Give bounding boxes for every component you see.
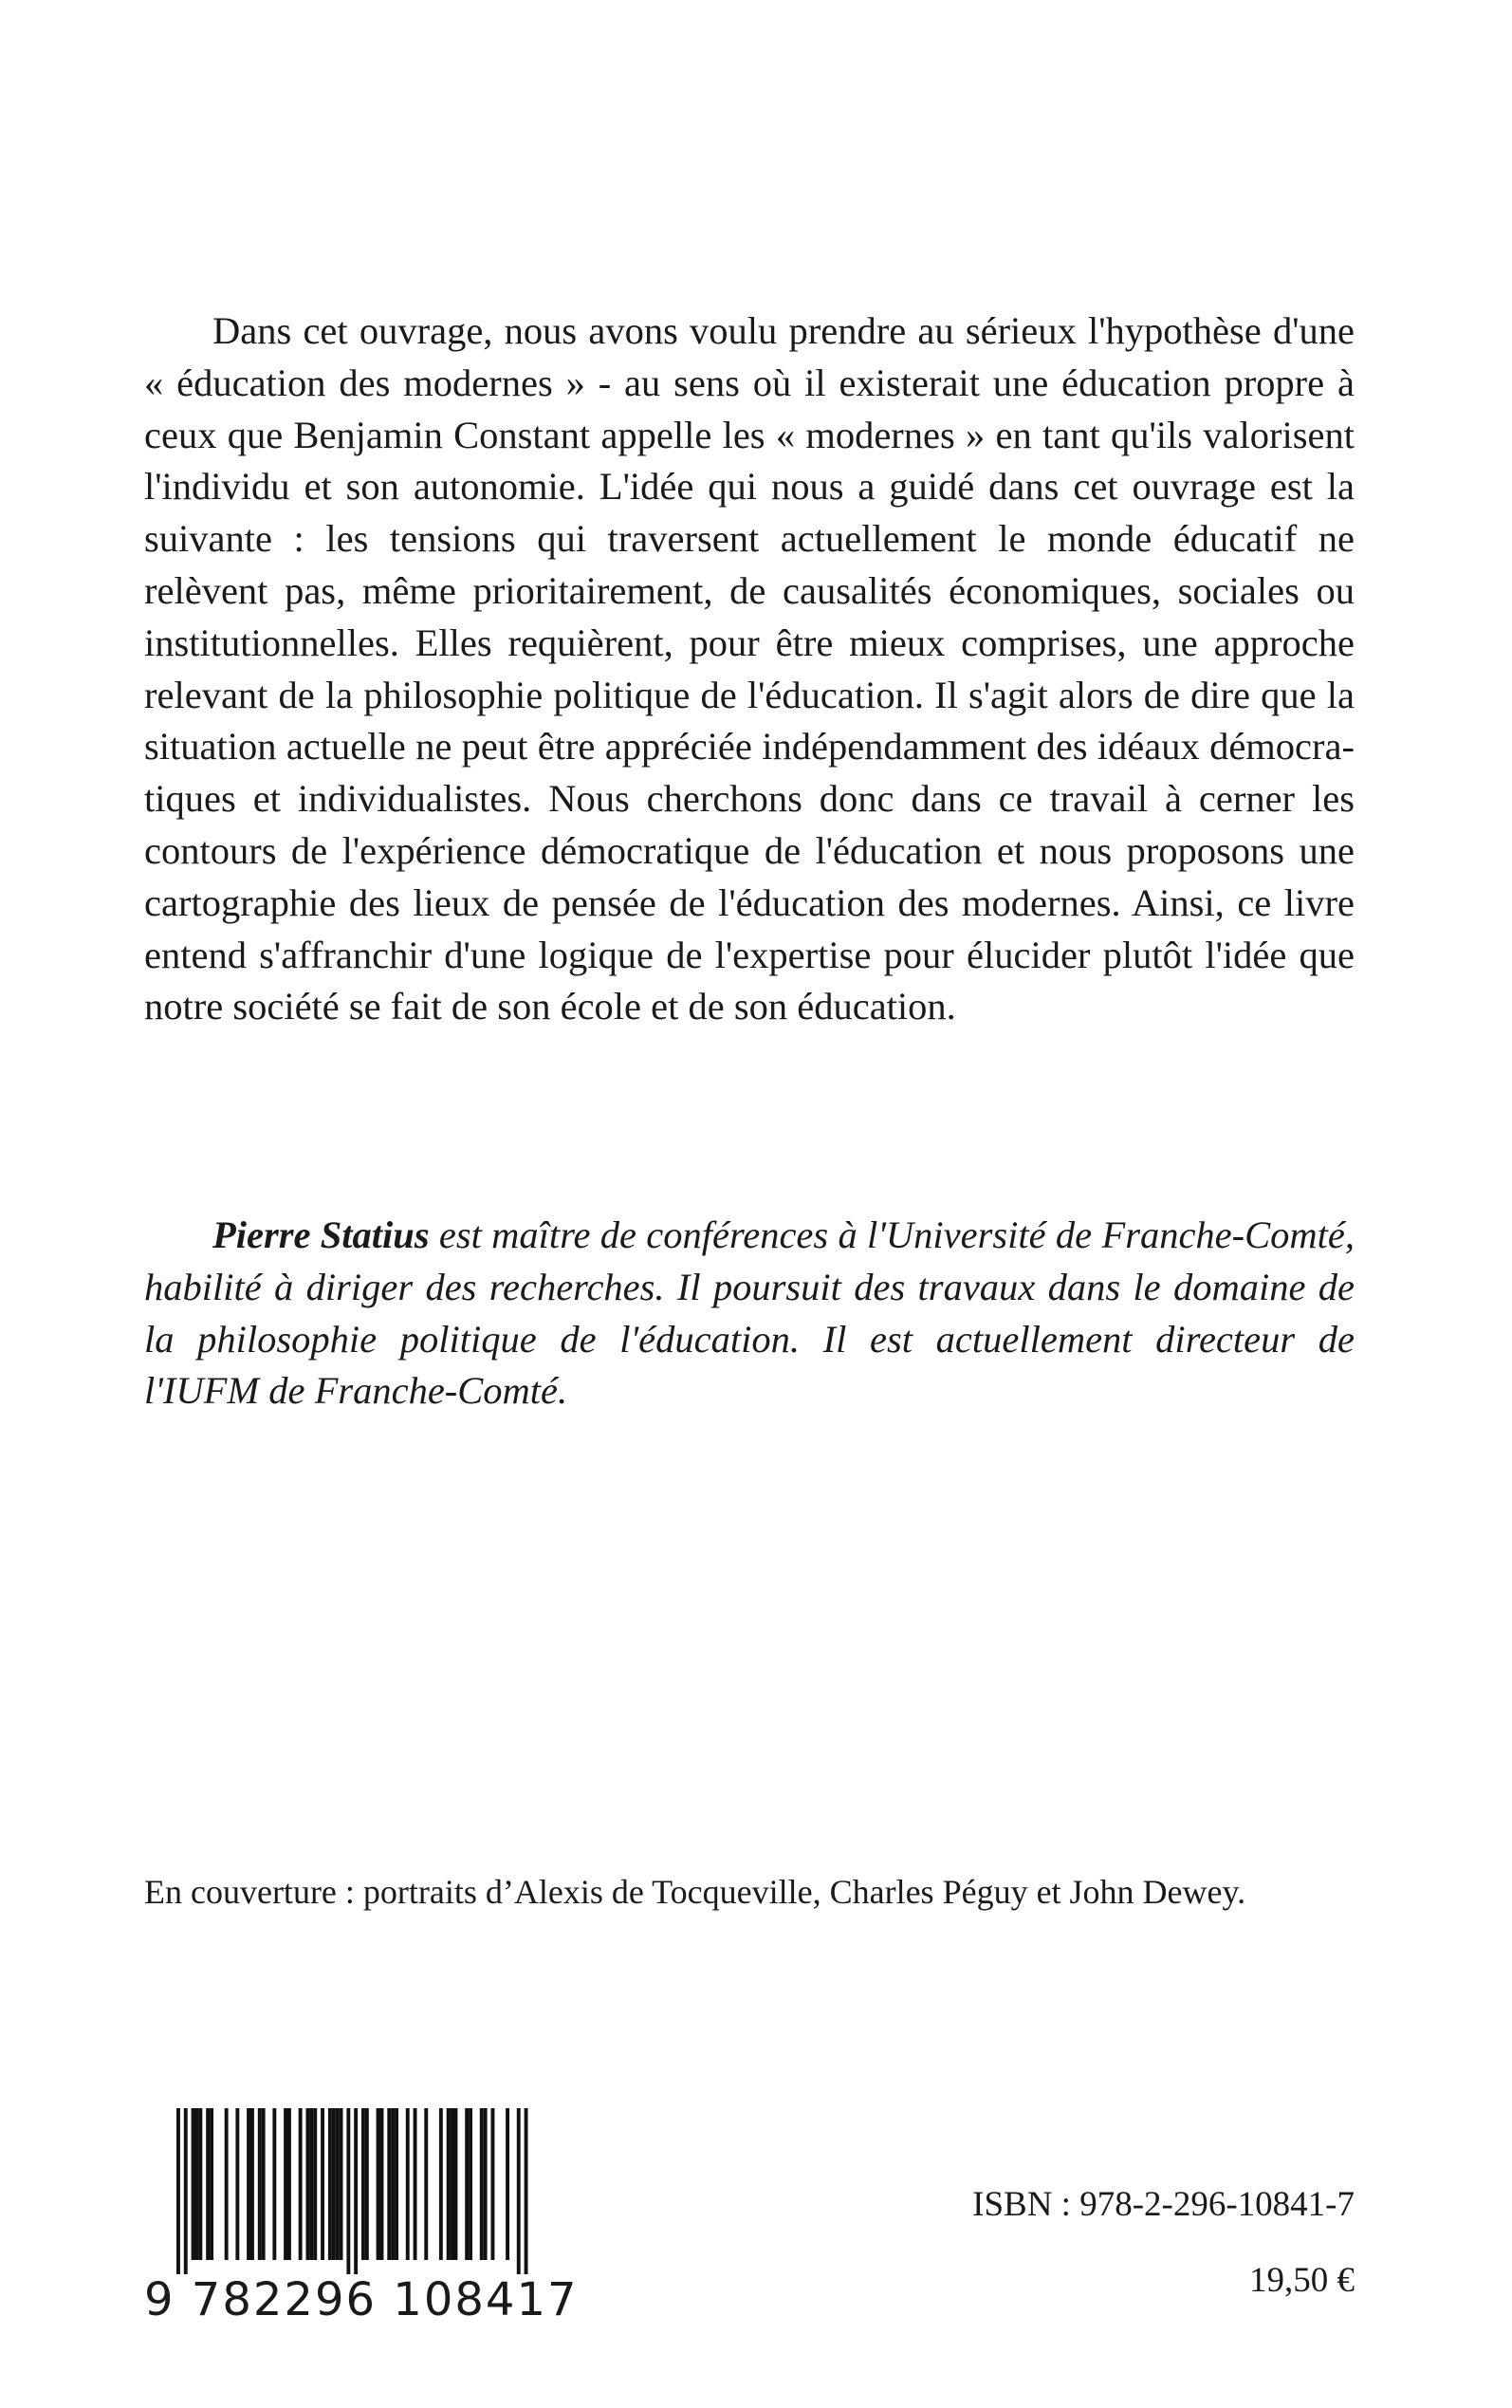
barcode-bar [309,2108,313,2260]
barcode-bar [469,2108,472,2260]
price: 19,50 € [1249,2261,1355,2300]
barcode-bar [506,2108,509,2260]
barcode-bar [250,2108,254,2260]
barcode-digits: 9 782296 108417 [144,2273,579,2326]
barcode-bar [328,2108,332,2260]
barcode-bar [365,2108,369,2260]
barcode-bar [332,2108,336,2260]
barcode-bar [206,2108,210,2260]
book-summary: Dans cet ouvrage, nous avons voulu prendre au sérieux l'hypothèse d'une « éducation des modernes » - au sens où il existerait une éducation propre à ceux que Benjamin Constant appelle les « modernes » en tant qu'ils valorisent l'individu et son autonomie. L'idée qui nous a guidé dans cet ouvrage est la suivante : les tensions qui traversent actuellement le monde éducatif ne relèvent pas, même prioritairement, de causalités économiques, sociales ou institutionnelles. Elles requièrent, pour être mieux comprises, une approche relevant de la philosophie politique de l'éducation. Il s'agit alors de dire que la situation actuelle ne peut être appréciée indépendamment des idéaux démocratiques et individualistes. Nous cherchons donc dans ce travail à cerner les contours de l'expérience démocratique de l'éducation et nous proposons une cartographie des lieux de pensée de l'éducation des modernes. Ainsi, ce livre entend s'affranchir d'une logique de l'expertise pour élucider plutôt l'idée que notre société se fait de son école et de son éducation. [144,309,1355,1028]
barcode-bar [235,2108,239,2260]
barcode-bar [287,2108,291,2260]
barcode-bar [284,2108,287,2260]
barcode-bar [299,2108,303,2260]
barcode-bar [484,2108,488,2260]
barcode-bar [225,2108,229,2260]
barcode-bar [406,2108,410,2260]
isbn: ISBN : 978-2-296-10841-7 [972,2185,1355,2224]
barcode-bar [517,2108,521,2274]
barcode-bar [272,2108,276,2260]
barcode-bar [439,2108,443,2260]
barcode-bar [210,2108,213,2260]
barcode-bar [480,2108,484,2260]
cover-credit: En couverture : portraits d’Alexis de Tocqueville, Charles Péguy et John Dewey. [144,1873,1246,1911]
barcode-bar [336,2108,340,2260]
author-bio [144,1210,1355,1417]
barcode-bar [176,2108,180,2274]
barcode-bar [195,2108,199,2260]
barcode-bar [395,2108,398,2260]
barcode-bar [306,2108,310,2260]
barcode-bar [346,2108,350,2274]
barcode-bar [447,2108,451,2260]
barcode-icon [144,2108,579,2331]
barcode-bar [340,2108,343,2260]
barcode-bars [144,2108,562,2274]
barcode-bar [380,2108,384,2260]
barcode-bar [387,2108,391,2260]
barcode-bar [313,2108,317,2260]
barcode-bar [451,2108,454,2260]
barcode-bar [321,2108,324,2260]
barcode-bar [198,2108,202,2260]
barcode-bar [192,2108,195,2260]
barcode-bar [262,2108,266,2260]
author-bio-text: est maître de conférences à l'Université de Franche-Comté, habilité à diriger des recherches. Il poursuit des travaux dans le domaine de la philosophie politique de l'éducation. Il est actuellement directeur de l'IUFM de Franche-Comté. [144,1213,1355,1413]
barcode-bar [491,2108,495,2260]
barcode-bar [361,2108,365,2260]
author-name: Pierre Statius [212,1213,430,1256]
barcode-bar [184,2108,188,2274]
barcode-bar [258,2108,262,2260]
barcode-bar [354,2108,358,2274]
barcode-bar [377,2108,380,2260]
barcode-bar [424,2108,428,2260]
barcode-bar [525,2108,528,2274]
barcode-bar [465,2108,469,2260]
barcode-bar [454,2108,458,2260]
barcode-bar [247,2108,250,2260]
barcode-bar [391,2108,395,2260]
barcode-bar [414,2108,417,2260]
